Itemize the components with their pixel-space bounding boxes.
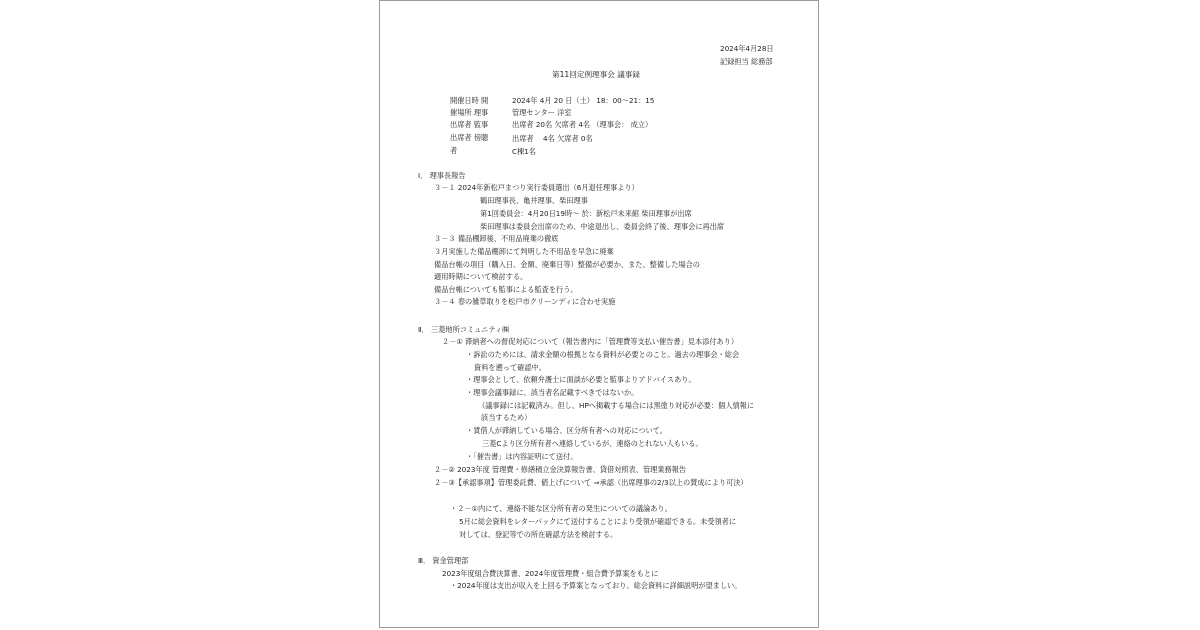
text-line: 備品台帳の項目（購入日、金額、廃棄日等）整備が必要か、また、整備した場合の	[434, 260, 700, 269]
text-line: 2023年度組合費決算書、2024年度管理費・組合費予算案をもとに	[442, 569, 659, 578]
info-label: 出席者 傍聴	[450, 133, 489, 142]
text-line: ・「催告書」は内容証明にて送付。	[466, 452, 578, 461]
text-line: ・２－①内にて、連絡不能な区分所有者の発生についての議論あり。	[450, 504, 672, 513]
info-value: 出席者 4名 欠席者 0名	[512, 134, 593, 143]
text-line: ・理事会として、依頼弁護士に面談が必要と監事よりアドバイスあり。	[466, 375, 696, 384]
report-date: 2024年4月28日	[720, 44, 774, 53]
section-heading: Ⅲ． 資金管理部	[418, 556, 469, 565]
text-line: ・2024年度は支出が収入を上回る予算案となっており、総会資料に詳細説明が望ましい。	[450, 581, 742, 590]
text-line: 5月に総会資料をレターパックにて送付することにより受領が確認できる。未受領者に	[459, 517, 737, 526]
section-heading: Ⅱ． 三菱地所コミュニティ㈱	[418, 325, 510, 334]
text-line: ３－３ 備品棚卸後、不用品廃棄の徹底	[434, 234, 559, 243]
text-line: ２－② 2023年度 管理費・修繕積立金決算報告書、貸借対照表、管理業務報告	[434, 465, 687, 474]
text-line: ２－① 滞納者への督促対応について（報告書内に「管理費等支払い催告書」見本添付あり）	[442, 337, 739, 346]
text-line: 該当するため）	[481, 413, 532, 422]
text-line: ・賃借人が滞納している場合、区分所有者への対応について。	[466, 426, 667, 435]
text-line: 適用時期について検討する。	[434, 272, 528, 281]
text-line: （議事録には記載済み。但し、HPへ掲載する場合には黒塗り対応が必要：個人情報に	[478, 401, 755, 410]
text-line: 鶴田理事長、亀井理事、柴田理事	[480, 196, 588, 205]
text-line: ２－③【承認事項】管理委託費、値上げについて ⇒承認（出席理事の2/3以上の賛成により可決）	[434, 478, 748, 487]
info-value: 管理センター 洋室	[512, 108, 572, 117]
text-line: ３－４ 春の雑草取りを松戸市クリーンディに合わせ実施	[434, 297, 616, 306]
text-line: 第1回委員会：4月20日19時〜 於：新松戸未来館 柴田理事が出席	[480, 209, 692, 218]
section-heading: Ⅰ． 理事長報告	[418, 171, 466, 180]
info-label: 者	[450, 146, 458, 155]
document-title: 第11回定例理事会 議事録	[552, 70, 641, 79]
text-line: 三菱Cより区分所有者へ連絡しているが、連絡のとれない人もいる。	[482, 439, 703, 448]
recorder-label: 記録担当 総務部	[720, 57, 773, 66]
text-line: 資料を遡って確認中。	[474, 363, 546, 372]
text-line: 備品台帳についても監事による監査を行う。	[434, 285, 578, 294]
text-line: ３月実施した備品棚卸にて判明した不用品を早急に廃棄	[434, 247, 614, 256]
text-line: ・理事会議事録に、該当者名記載すべきではないか。	[466, 388, 639, 397]
info-value: 2024年 4月 20 日（土） 18：00〜21：15	[512, 96, 655, 105]
info-value: C棟1名	[512, 147, 536, 156]
text-line: ・訴訟のためには、請求金額の根拠となる資料が必要とのこと。過去の理事会・総会	[466, 350, 740, 359]
info-label: 出席者 監事	[450, 120, 489, 129]
info-label: 開催日時 開	[450, 96, 489, 105]
info-value: 出席者 20名 欠席者 4名 （理事会： 成立）	[512, 120, 653, 129]
text-line: 対しては、登記等での所在確認方法を検討する。	[459, 530, 618, 539]
info-label: 催場所 理事	[450, 108, 489, 117]
text-line: ３－１ 2024年新松戸まつり実行委員選出（6月退任理事より）	[434, 183, 639, 192]
text-line: 柴田理事は委員会出席のため、中途退出し、委員会終了後、理事会に再出席	[480, 222, 725, 231]
document-page	[379, 0, 819, 628]
